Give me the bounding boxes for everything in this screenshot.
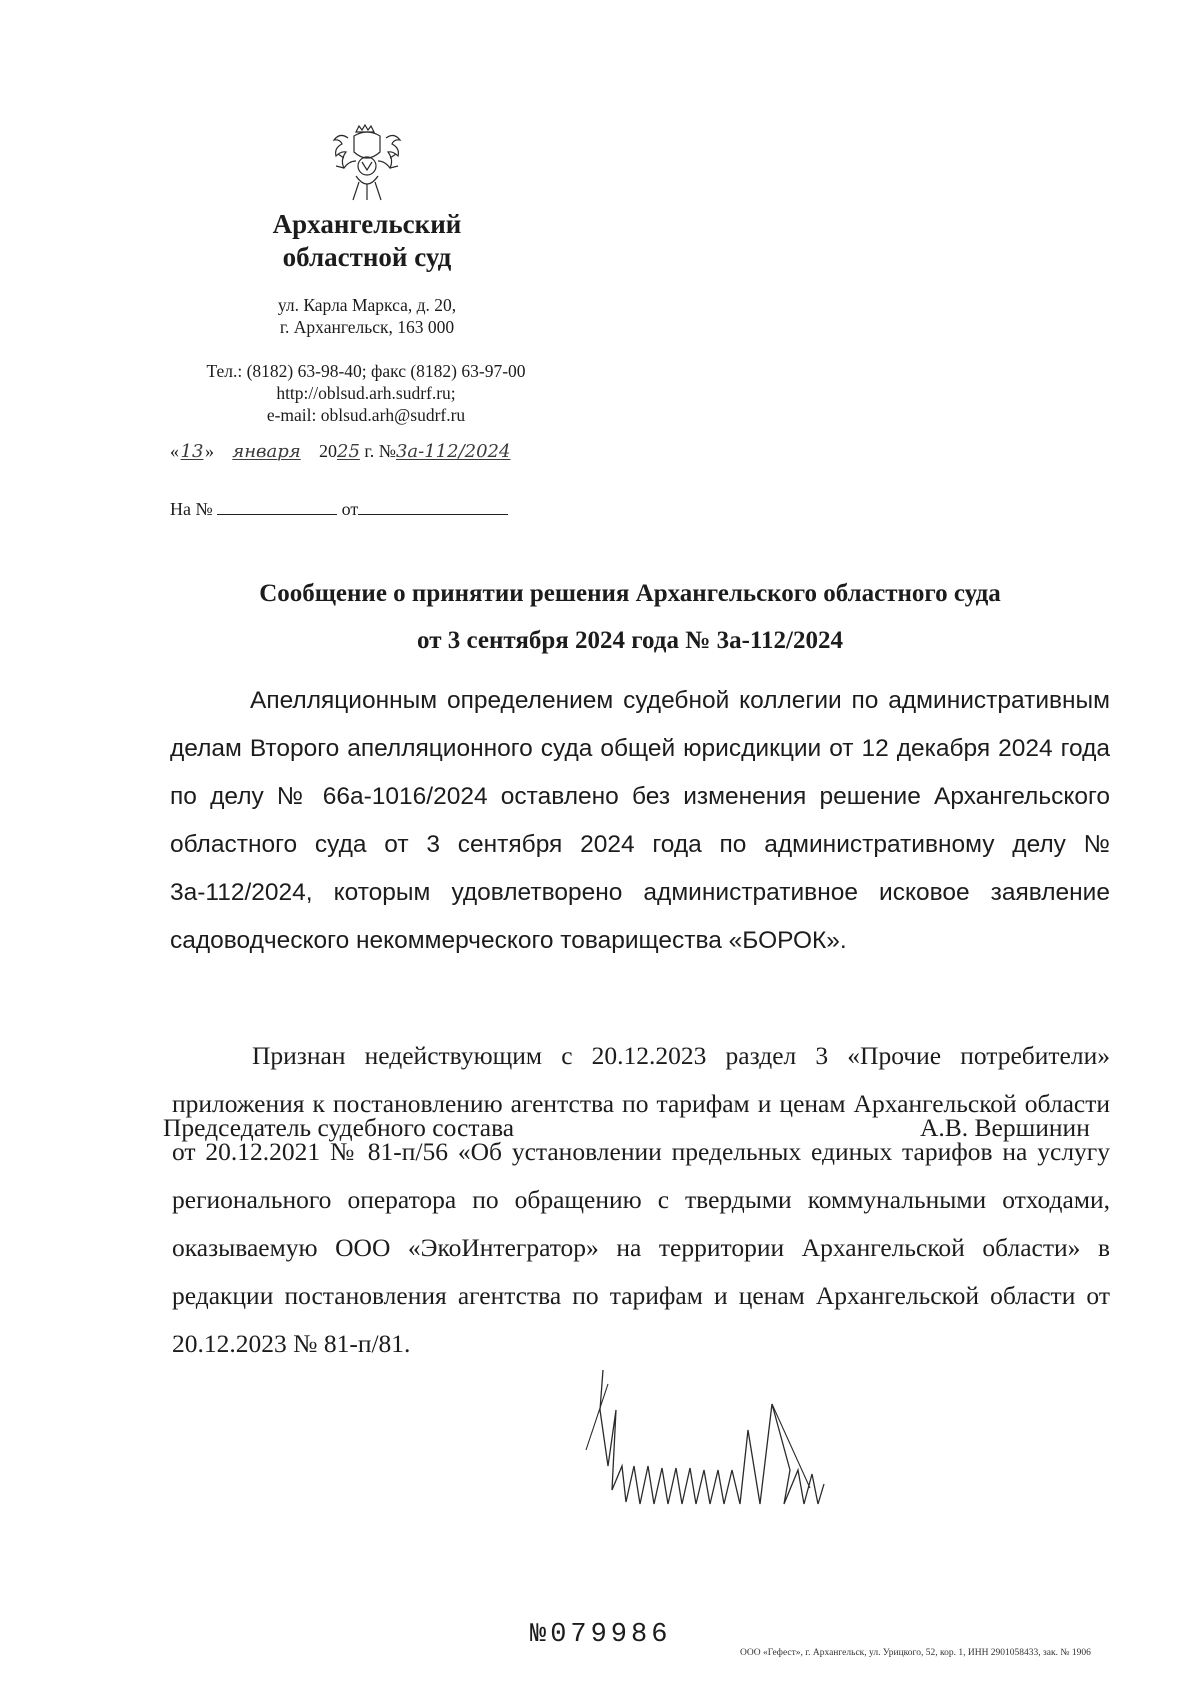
email: e-mail: oblsud.arh@sudrf.ru	[266, 405, 466, 425]
address-street: ул. Карла Маркса, д. 20,	[277, 295, 457, 315]
year-prefix: 20	[319, 441, 337, 461]
incoming-date-label: от	[341, 499, 359, 519]
outgoing-day: 13	[180, 441, 204, 462]
incoming-number-blank	[217, 498, 337, 515]
body-paragraph-2: Признан недействующим с 20.12.2023 раздел 3 «Прочие потребители» приложения к постановлению агентства по тарифам и ценам Архангельской области от 20.12.2021 № 81-п/56 «Об установлении предельных единых тарифов на услугу регионального оператора по обращению с твердыми коммунальными отходами, оказываемую ООО «ЭкоИнтегратор» на территории Архангельской области» в редакции постановления агентства по тарифам и ценам Архангельской области от 20.12.2023 № 81-п/81.	[172, 1041, 1110, 1358]
quote-close: »	[205, 441, 214, 461]
court-name	[214, 208, 520, 274]
court-contacts	[160, 360, 572, 426]
address-city: г. Архангельск, 163 000	[279, 317, 455, 337]
document-title-line1: Сообщение о принятии решения Архангельского областного суда	[259, 580, 1001, 607]
year-unit: г.	[364, 441, 375, 461]
document-title-line2: от 3 сентября 2024 года № 3а-112/2024	[417, 627, 843, 654]
form-serial-number: №079986	[530, 1620, 672, 1650]
body-paragraph-1: Апелляционным определением судебной коллегии по административным делам Второго апелляционного суда общей юрисдикции от 12 декабря 2024 года по делу № 66а-1016/2024 оставлено без изменения решение Архангельского областного суда от 3 сентября 2024 года по административному делу № 3а-112/2024, которым удовлетворено административное исковое заявление садоводческого некоммерческого товарищества «БОРОК».	[170, 687, 1110, 954]
court-name-line1: Архангельский	[272, 209, 462, 239]
printer-imprint: ООО «Гефест», г. Архангельск, ул. Урицкого, 52, кор. 1, ИНН 2901058433, зак. № 1906	[740, 1648, 1091, 1658]
outgoing-month: января	[232, 441, 301, 462]
quote-open: «	[170, 441, 179, 461]
court-address	[214, 294, 520, 338]
outgoing-number: 3а-112/2024	[395, 441, 511, 462]
signatory-name: А.В. Вершинин	[920, 1113, 1090, 1142]
incoming-date-blank	[358, 498, 508, 515]
website: http://oblsud.arh.sudrf.ru;	[276, 383, 456, 403]
double-headed-eagle-icon	[326, 122, 408, 206]
outgoing-number-label: №	[378, 441, 396, 461]
phone-fax: Тел.: (8182) 63-98-40; факс (8182) 63-97-00	[206, 361, 526, 381]
incoming-reference	[170, 498, 570, 524]
court-name-line2: областной суд	[282, 242, 452, 272]
outgoing-date-number	[170, 441, 630, 471]
signatory-position: Председатель судебного состава	[163, 1113, 515, 1142]
outgoing-year-suffix: 25	[337, 441, 360, 462]
incoming-number-label: На №	[170, 499, 213, 519]
handwritten-signature	[578, 1370, 848, 1515]
